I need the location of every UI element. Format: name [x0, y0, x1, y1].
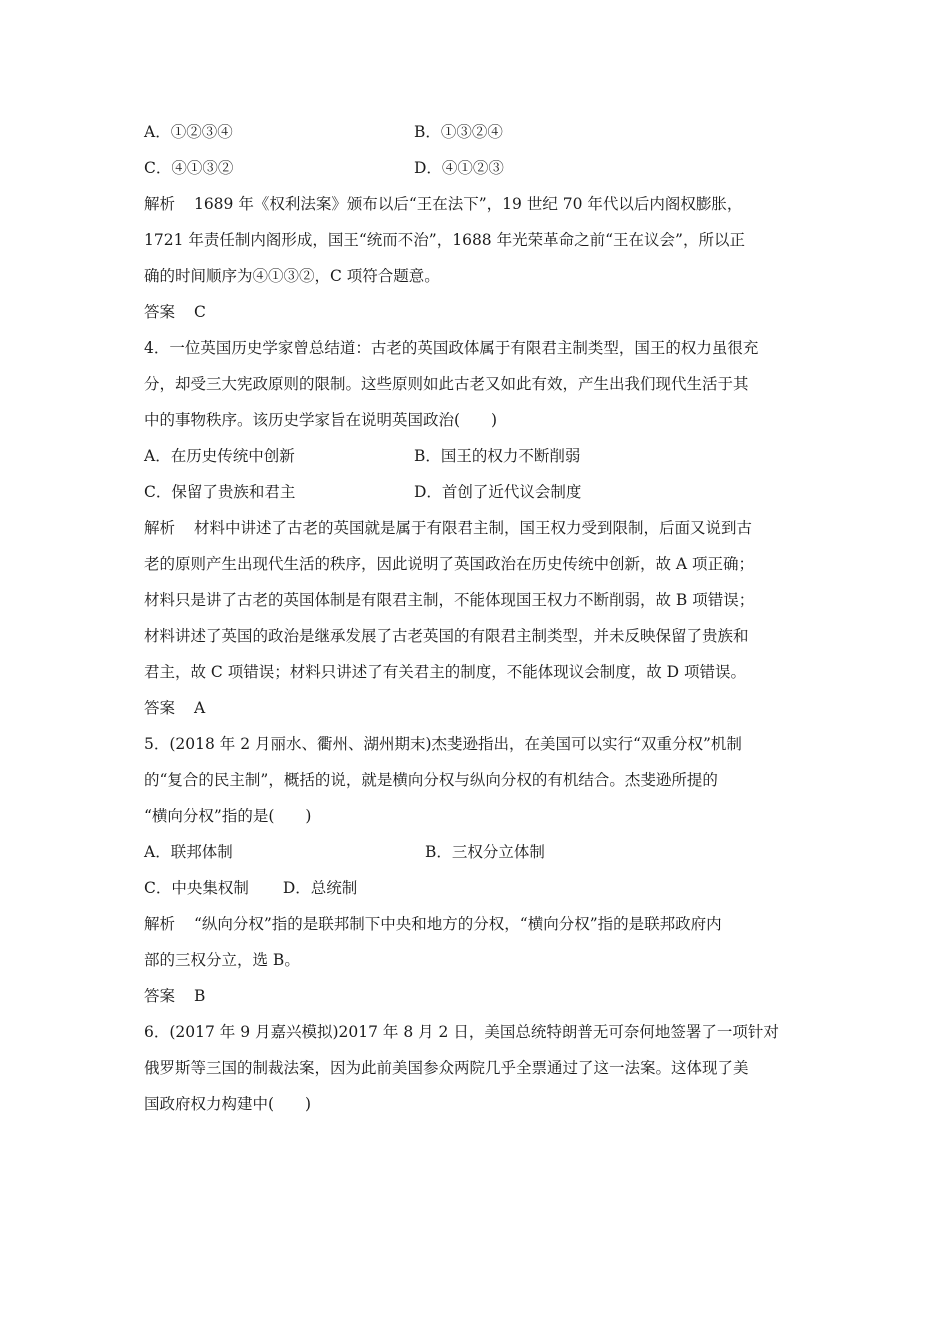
q3-option-c: C．④①③②	[144, 159, 234, 177]
q4-answer-label: 答案	[144, 699, 176, 717]
q4-option-c: C．保留了贵族和君主	[144, 483, 296, 501]
q4-analysis-label: 解析	[144, 519, 176, 537]
q5-analysis-text-1: “纵向分权”指的是联邦制下中央和地方的分权，“横向分权”指的是联邦政府内	[193, 915, 722, 933]
q3-answer-label: 答案	[144, 303, 176, 321]
q4-stem-line-2: 分，却受三大宪政原则的限制。这些原则如此古老又如此有效，产生出我们现代生活于其	[144, 375, 749, 393]
q4-analysis-line-2: 老的原则产生出现代生活的秩序，因此说明了英国政治在历史传统中创新，故 A 项正确；	[144, 555, 755, 573]
q6-stem-line-2: 俄罗斯等三国的制裁法案，因为此前美国参众两院几乎全票通过了这一法案。这体现了美	[144, 1059, 749, 1077]
document-page	[144, 122, 806, 1130]
q4-analysis-line-3: 材料只是讲了古老的英国体制是有限君主制，不能体现国王权力不断削弱，故 B 项错误；	[144, 591, 755, 609]
q4-options-row-2	[144, 482, 806, 502]
q3-option-d: D．④①②③	[414, 159, 504, 177]
q5-analysis-line-1	[144, 914, 806, 934]
q3-analysis-text-1: 1689 年《权利法案》颁布以后“王在法下”，19 世纪 70 年代以后内阁权膨胀，	[193, 195, 743, 213]
q3-analysis-line-1	[144, 194, 806, 214]
q5-stem-line-1: 5．(2018 年 2 月丽水、衢州、湖州期末)杰斐逊指出，在美国可以实行“双重分权”机制	[144, 735, 742, 753]
q4-answer-value: A	[193, 699, 206, 717]
q5-analysis-label: 解析	[144, 915, 176, 933]
q5-option-a: A．联邦体制	[144, 843, 233, 861]
q5-options-row-2	[144, 878, 806, 898]
q6-stem-line-1: 6．(2017 年 9 月嘉兴模拟)2017 年 8 月 2 日，美国总统特朗普无可奈何地签署了一项针对	[144, 1023, 779, 1041]
q3-option-b: B．①③②④	[414, 123, 503, 141]
q3-analysis-line-3: 确的时间顺序为④①③②，C 项符合题意。	[144, 267, 440, 285]
q5-stem-line-2: 的“复合的民主制”，概括的说，就是横向分权与纵向分权的有机结合。杰斐逊所提的	[144, 771, 718, 789]
q5-answer	[144, 986, 806, 1006]
q3-analysis-line-2: 1721 年责任制内阁形成，国王“统而不治”，1688 年光荣革命之前“王在议会”，所以正	[144, 231, 745, 249]
q3-answer-value: C	[193, 303, 206, 321]
q4-option-d: D．首创了近代议会制度	[414, 483, 582, 501]
q5-option-c: C．中央集权制	[144, 879, 249, 897]
q5-options-row-1	[144, 842, 806, 862]
q4-options-row-1	[144, 446, 806, 466]
q4-analysis-line-1	[144, 518, 806, 538]
q3-options-row-2	[144, 158, 806, 178]
q5-analysis-line-2: 部的三权分立，选 B。	[144, 951, 300, 969]
q4-analysis-line-5: 君主，故 C 项错误；材料只讲述了有关君主的制度，不能体现议会制度，故 D 项错误。	[144, 663, 746, 681]
q3-answer	[144, 302, 806, 322]
q4-analysis-text-1: 材料中讲述了古老的英国就是属于有限君主制，国王权力受到限制，后面又说到古	[193, 519, 752, 537]
q5-option-b: B．三权分立体制	[425, 843, 545, 861]
q5-option-d: D．总统制	[282, 879, 358, 897]
q5-stem-line-3: “横向分权”指的是( )	[144, 807, 312, 825]
q3-options-row-1	[144, 122, 806, 142]
q5-answer-value: B	[193, 987, 206, 1005]
q4-stem-line-3: 中的事物秩序。该历史学家旨在说明英国政治( )	[144, 411, 498, 429]
q4-stem-line-1: 4．一位英国历史学家曾总结道：古老的英国政体属于有限君主制类型，国王的权力虽很充	[144, 339, 759, 357]
q4-option-a: A．在历史传统中创新	[144, 447, 295, 465]
q5-answer-label: 答案	[144, 987, 176, 1005]
q4-analysis-line-4: 材料讲述了英国的政治是继承发展了古老英国的有限君主制类型，并未反映保留了贵族和	[144, 627, 749, 645]
q4-answer	[144, 698, 806, 718]
q3-analysis-label: 解析	[144, 195, 176, 213]
q3-option-a: A．①②③④	[144, 123, 233, 141]
q6-stem-line-3: 国政府权力构建中( )	[144, 1095, 312, 1113]
q4-option-b: B．国王的权力不断削弱	[414, 447, 581, 465]
